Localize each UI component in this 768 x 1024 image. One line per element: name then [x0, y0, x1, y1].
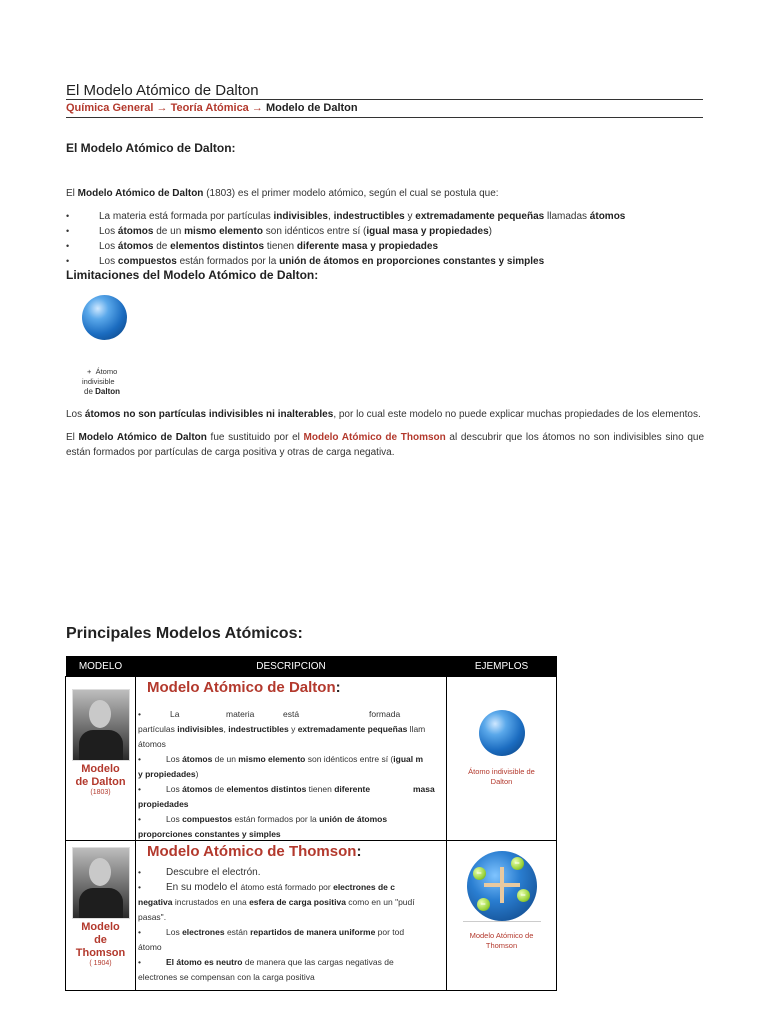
model-year: (1803)	[90, 789, 111, 796]
limitations-paragraph: Los átomos no son partículas indivisibles ni inalterables, por lo cual este modelo no puede explicar muchas propiedades de los elementos.	[66, 409, 701, 420]
title-underline	[66, 99, 703, 100]
breadcrumb-current: Modelo de Dalton	[265, 102, 358, 114]
section-heading-modelos: Principales Modelos Atómicos:	[66, 625, 303, 642]
table-row	[66, 841, 557, 991]
model-description: • La materia está formada partículas indivisibles, indestructibles y extremadamente pequeñas llam átomos • Los átomos de un mismo elemento son idénticos entre sí (igual m y propiedades) • Los átomos de elementos distintos tienen diferente masa propiedades • Los compuestos están formados por la unión de átomos proporciones constantes y simples	[138, 709, 435, 839]
thomson-link[interactable]: Modelo Atómico de Thomson	[303, 432, 446, 443]
list-item: • La materia está formada por partículas indivisibles, indestructibles y extremadamente pequeñas llamadas átomos	[66, 209, 716, 224]
model-name[interactable]: Modelo de Dalton	[75, 763, 126, 788]
model-year: ( 1904)	[89, 960, 112, 967]
column-header-modelo: MODELO	[66, 656, 136, 677]
breadcrumb-teoria-atomica[interactable]: Teoría Atómica	[170, 102, 249, 114]
list-item: • Los compuestos están formados por la unión de átomos en proporciones constantes y simples	[66, 254, 716, 269]
breadcrumb-arrow: →	[153, 102, 171, 114]
model-title: Modelo Atómico de Dalton:	[147, 679, 341, 696]
breadcrumb-underline	[66, 117, 703, 118]
column-header-ejemplos: EJEMPLOS	[447, 656, 557, 677]
dalton-portrait	[72, 689, 130, 761]
intro-paragraph: El Modelo Atómico de Dalton (1803) es el primer modelo atómico, según el cual se postula que:	[66, 188, 499, 199]
section-heading-dalton: El Modelo Atómico de Dalton:	[66, 141, 236, 155]
description-cell	[136, 677, 447, 841]
table-header-row	[66, 656, 557, 677]
breadcrumb-arrow: →	[248, 102, 266, 114]
model-cell	[66, 677, 136, 841]
model-title: Modelo Atómico de Thomson:	[147, 843, 362, 860]
thomson-atom-sphere-icon: − − − −	[467, 851, 537, 921]
model-description: • Descubre el electrón. • En su modelo el átomo está formado por electrones de c negativa incrustados en una esfera de carga positiva como en un "pudí pasas". • Los electrones están repartidos de manera uniforme por tod átomo • El átomo es neutro de manera que las cargas negativas de electrones se compensan con la carga positiva	[138, 867, 415, 982]
models-table	[65, 656, 557, 991]
breadcrumb-quimica-general[interactable]: Química General	[66, 102, 154, 114]
breadcrumb	[66, 102, 358, 114]
atom-caption: + Átomo indivisible de Dalton	[82, 367, 121, 396]
dalton-atom-sphere-icon	[479, 710, 525, 756]
column-header-descripcion: DESCRIPCION	[136, 656, 447, 677]
replacement-paragraph: El Modelo Atómico de Dalton fue sustituido por el Modelo Atómico de Thomson al descubrir que los átomos no son indivisibles sino que están formados por partículas de carga positiva y otras de carga negativa.	[66, 432, 705, 458]
section-heading-limitaciones: Limitaciones del Modelo Atómico de Dalton:	[66, 268, 319, 282]
example-cell	[447, 841, 557, 991]
page-title: El Modelo Atómico de Dalton	[66, 82, 259, 99]
model-name[interactable]: Modelo de Thomson	[75, 921, 126, 959]
list-item: • Los átomos de un mismo elemento son idénticos entre sí (igual masa y propiedades)	[66, 224, 716, 239]
dalton-atom-sphere-icon	[82, 295, 127, 340]
thomson-portrait	[72, 847, 130, 919]
model-cell	[66, 841, 136, 991]
table-row	[66, 677, 557, 841]
postulates-list	[66, 209, 716, 269]
example-cell	[447, 677, 557, 841]
list-item: • Los átomos de elementos distintos tienen diferente masa y propiedades	[66, 239, 716, 254]
example-caption: Modelo Atómico de Thomson	[469, 931, 534, 950]
description-cell	[136, 841, 447, 991]
example-caption: Átomo indivisible de Dalton	[468, 767, 535, 786]
